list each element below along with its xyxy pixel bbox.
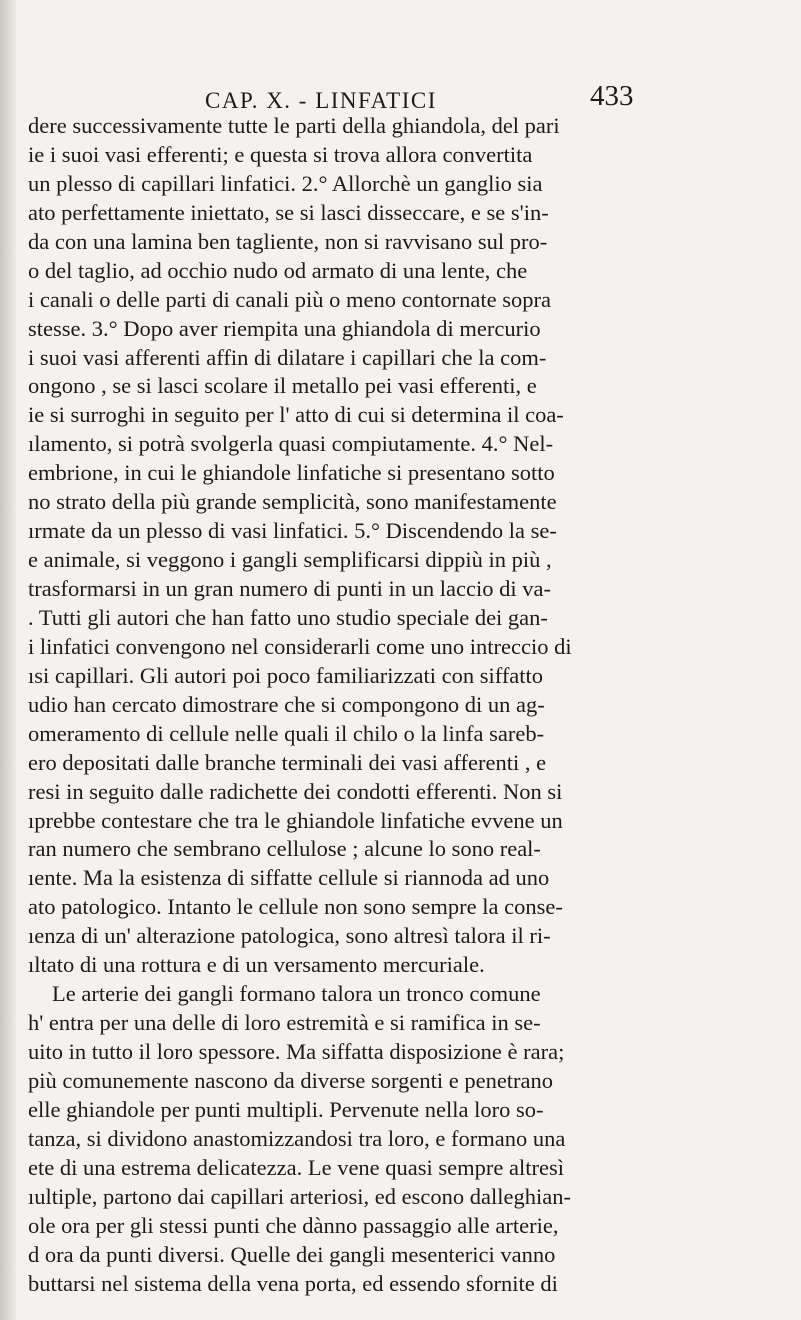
text-line: ato perfettamente iniettato, se si lasci disseccare, e se s'in- <box>28 199 549 225</box>
text-line: ıltato di una rottura e di un versamento mercuriale. <box>28 952 485 978</box>
text-line: ete di una estrema delicatezza. Le vene quasi sempre altresì <box>28 1154 564 1180</box>
text-line: i linfatici convengono nel considerarli come uno intreccio di <box>28 633 572 659</box>
text-line: ole ora per gli stessi punti che dànno passaggio alle arterie, <box>28 1212 559 1238</box>
text-line: ie si surroghi in seguito per l' atto di cui si determina il coa- <box>28 402 564 428</box>
body-text <box>28 112 788 1298</box>
text-line: ılamento, si potrà svolgerla quasi compiutamente. 4.° Nel- <box>28 431 554 457</box>
text-line: d ora da punti diversi. Quelle dei gangli mesenterici vanno <box>28 1241 556 1267</box>
paragraph-start-line: Le arterie dei gangli formano talora un tronco comune <box>52 981 541 1007</box>
text-line: dere successivamente tutte le parti della ghiandola, del pari <box>28 113 560 138</box>
text-line: ato patologico. Intanto le cellule non sono sempre la conse- <box>28 894 563 920</box>
text-line: udio han cercato dimostrare che si compongono di un ag- <box>28 691 545 717</box>
text-line: resi in seguito dalle radichette dei condotti efferenti. Non si <box>28 778 563 804</box>
text-line: da con una lamina ben tagliente, non si ravvisano sul pro- <box>28 228 548 254</box>
text-line: più comunemente nascono da diverse sorgenti e penetrano <box>28 1067 554 1093</box>
text-line: ran numero che sembrano cellulose ; alcune lo sono real- <box>28 836 541 862</box>
text-line: ongono , se si lasci scolare il metallo pei vasi efferenti, e <box>28 373 537 399</box>
text-line: i suoi vasi afferenti affin di dilatare i capillari che la com- <box>28 344 547 370</box>
text-line: ırmate da un plesso di vasi linfatici. 5.° Discendendo la se- <box>28 518 557 544</box>
text-line: ısi capillari. Gli autori poi poco familiarizzati con siffatto <box>28 662 544 688</box>
running-head <box>0 80 801 116</box>
page-number: 433 <box>590 80 634 112</box>
text-line: trasformarsi in un gran numero di punti in un laccio di va- <box>28 576 551 601</box>
text-line: buttarsi nel sistema della vena porta, ed essendo sfornite di <box>28 1270 558 1296</box>
text-line: uito in tutto il loro spessore. Ma siffatta disposizione è rara; <box>28 1039 565 1064</box>
text-line: omeramento di cellule nelle quali il chilo o la linfa sareb- <box>28 720 545 746</box>
text-line: ıprebbe contestare che tra le ghiandole linfatiche evvene un <box>28 807 563 833</box>
text-line: stesse. 3.° Dopo aver riempita una ghiandola di mercurio <box>28 315 541 341</box>
text-line: . Tutti gli autori che han fatto uno studio speciale dei gan- <box>28 604 548 630</box>
text-line: o del taglio, ad occhio nudo od armato di una lente, che <box>28 257 528 283</box>
text-line: ero depositati dalle branche terminali dei vasi afferenti , e <box>28 749 547 775</box>
text-line: embrione, in cui le ghiandole linfatiche si presentano sotto <box>28 460 555 486</box>
text-line: un plesso di capillari linfatici. 2.° Allorchè un ganglio sia <box>28 170 543 196</box>
text-line: tanza, si dividono anastomizzandosi tra loro, e formano una <box>28 1125 566 1151</box>
text-line: elle ghiandole per punti multipli. Pervenute nella loro so- <box>28 1096 544 1122</box>
text-line: e animale, si veggono i gangli semplificarsi dippiù in più , <box>28 547 552 573</box>
text-line: h' entra per una delle di loro estremità e si ramifica in se- <box>28 1010 541 1036</box>
text-line: i canali o delle parti di canali più o meno contornate sopra <box>28 286 551 312</box>
page-binding-edge <box>0 0 16 1320</box>
running-title: CAP. X. - LINFATICI <box>205 88 437 113</box>
text-line: ıultiple, partono dai capillari arteriosi, ed escono dalleghian- <box>28 1183 571 1209</box>
text-line: ıente. Ma la esistenza di siffatte cellule si riannoda ad uno <box>28 865 550 891</box>
text-line: ie i suoi vasi efferenti; e questa si trova allora convertita <box>28 141 533 167</box>
text-line: no strato della più grande semplicità, sono manifestamente <box>28 489 557 515</box>
text-line: ıenza di un' alterazione patologica, sono altresì talora il ri- <box>28 923 551 949</box>
